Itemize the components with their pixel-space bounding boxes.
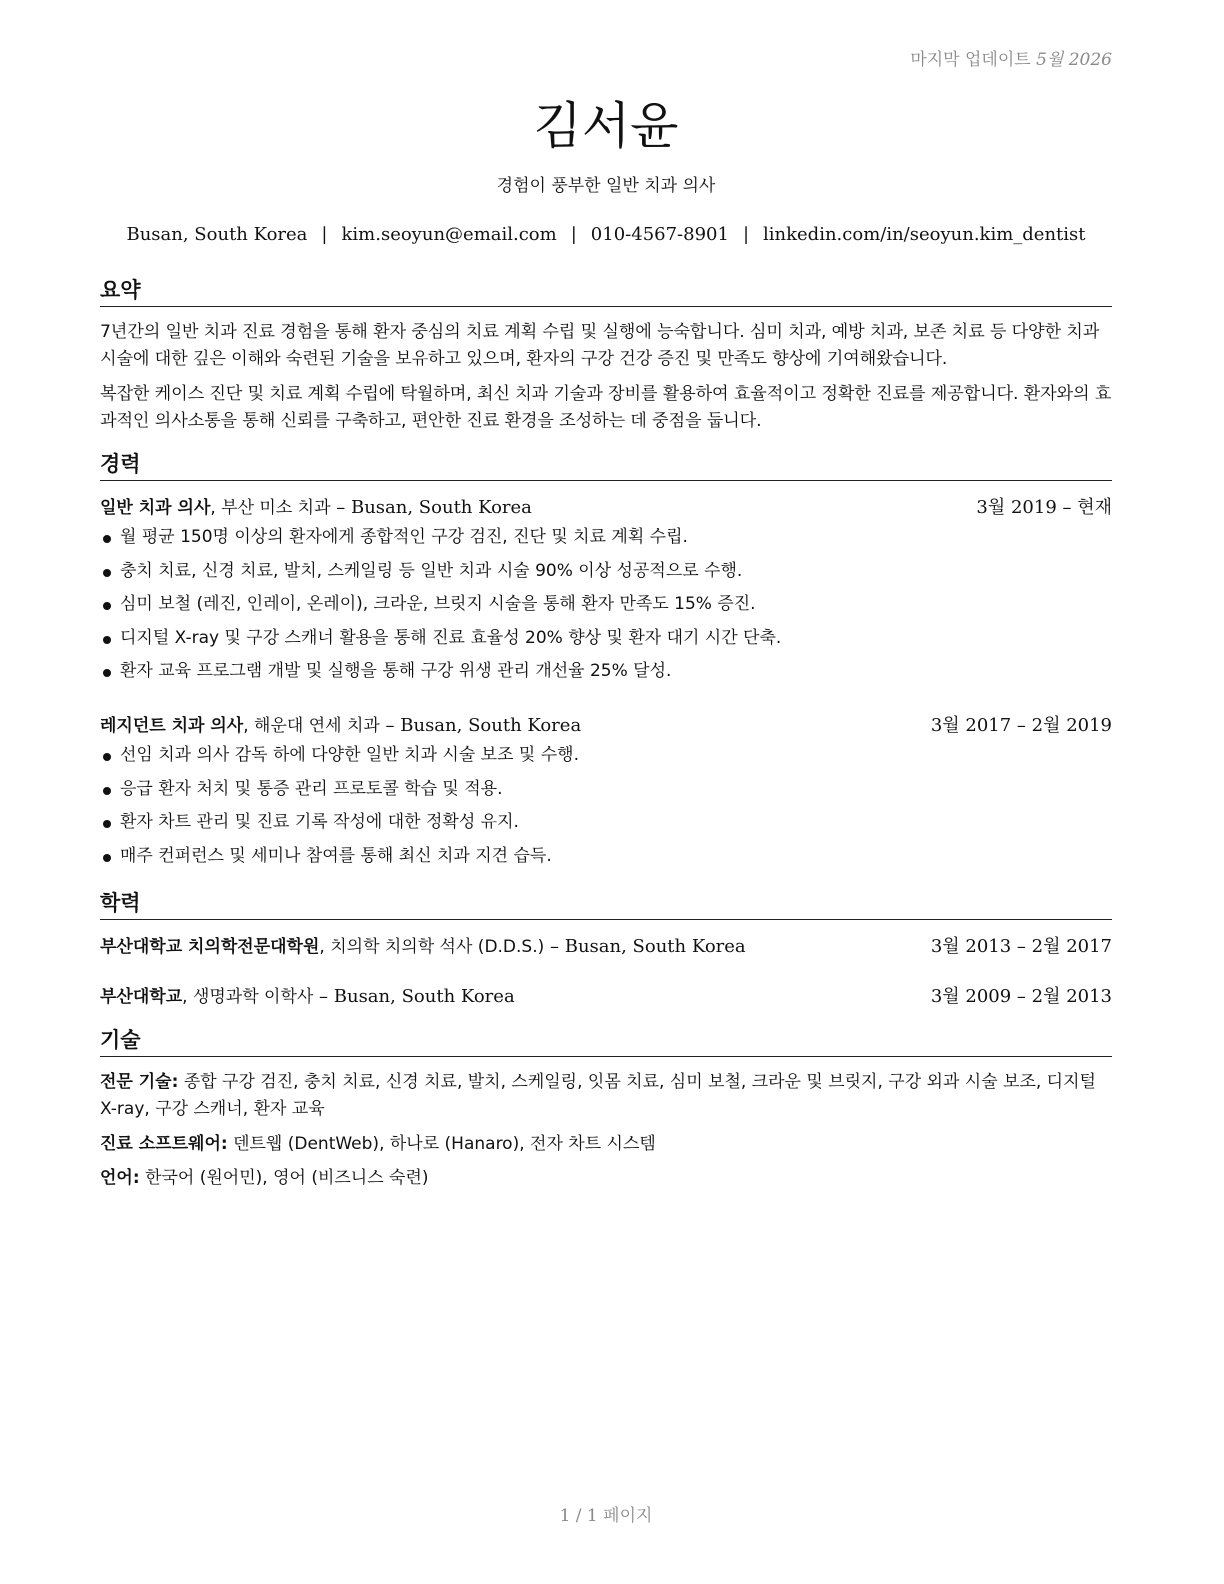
- contact-separator: |: [742, 224, 750, 245]
- list-item: 환자 차트 관리 및 진료 기록 작성에 대한 정확성 유지.: [100, 806, 1112, 840]
- summary-paragraph-1: 7년간의 일반 치과 진료 경험을 통해 환자 중심의 치료 계획 수립 및 실행에 능숙합니다. 심미 치과, 예방 치과, 보존 치료 등 다양한 치과 시술에 대한 깊은 이해와 숙련된 기술을 보유하고 있으며, 환자의 구강 건강 증진 및 만족도 향상에 기여해왔습니다.: [100, 322, 1100, 369]
- contact-email[interactable]: kim.seoyun@email.com: [341, 224, 557, 245]
- job-location: Busan, South Korea: [400, 715, 582, 736]
- contact-phone: 010-4567-8901: [590, 224, 729, 245]
- contact-separator: |: [321, 224, 328, 245]
- section-title-experience: 경력: [100, 451, 1112, 481]
- job-date: 3월 2017 – 2월 2019: [930, 715, 1112, 736]
- section-title-skills: 기술: [100, 1027, 1112, 1057]
- skill-row: [100, 1131, 1112, 1158]
- contact-linkedin[interactable]: linkedin.com/in/seoyun.kim_dentist: [763, 224, 1086, 245]
- education-location: Busan, South Korea: [333, 986, 515, 1007]
- job-org: 부산 미소 치과: [221, 498, 331, 518]
- job-role: 레지던트 치과 의사: [100, 716, 244, 736]
- last-updated-year: 2026: [1068, 50, 1112, 70]
- skill-row: [100, 1069, 1112, 1123]
- job-header: 일반 치과 의사, 부산 미소 치과 – Busan, South Korea 3월 2019 – 현재: [100, 495, 1112, 521]
- education-date: 3월 2009 – 2월 2013: [930, 986, 1112, 1007]
- job-date: 3월 2019 – 현재: [976, 497, 1112, 518]
- education-degree: 생명과학 이학사: [192, 987, 314, 1007]
- skill-value: 한국어 (원어민), 영어 (비즈니스 숙련): [145, 1168, 429, 1188]
- education-item: 부산대학교 치의학전문대학원, 치의학 치의학 석사 (D.D.S.) – Busan, South Korea 3월 2013 – 2월 2017: [100, 934, 1112, 960]
- skill-label: 전문 기술:: [100, 1072, 179, 1092]
- contact-line: [100, 224, 1112, 245]
- section-title-summary: 요약: [100, 277, 1112, 307]
- list-item: 충치 치료, 신경 치료, 발치, 스케일링 등 일반 치과 시술 90% 이상 성공적으로 수행.: [100, 555, 1112, 589]
- list-item: 심미 보철 (레진, 인레이, 온레이), 크라운, 브릿지 시술을 통해 환자 만족도 15% 증진.: [100, 588, 1112, 622]
- summary-paragraph-2: 복잡한 케이스 진단 및 치료 계획 수립에 탁월하며, 최신 치과 기술과 장비를 활용하여 효율적이고 정확한 진료를 제공합니다. 환자와의 효과적인 의사소통을 통해 신뢰를 구축하고, 편안한 진료 환경을 조성하는 데 중점을 둡니다.: [100, 384, 1112, 431]
- list-item: 월 평균 150명 이상의 환자에게 종합적인 구강 검진, 진단 및 치료 계획 수립.: [100, 521, 1112, 555]
- contact-location: Busan, South Korea: [126, 224, 308, 245]
- education-location: Busan, South Korea: [564, 936, 746, 957]
- skill-label: 언어:: [100, 1168, 140, 1188]
- education-degree: 치의학 치의학 석사 (D.D.S.): [330, 937, 545, 957]
- page-number: 1 / 1 페이지: [559, 1506, 653, 1526]
- education-date: 3월 2013 – 2월 2017: [930, 936, 1112, 957]
- last-updated: [910, 45, 1112, 70]
- skill-value: 덴트웹 (DentWeb), 하나로 (Hanaro), 전자 차트 시스템: [233, 1134, 656, 1154]
- education-school: 부산대학교: [100, 987, 183, 1007]
- education-school: 부산대학교 치의학전문대학원: [100, 937, 320, 957]
- skill-label: 진료 소프트웨어:: [100, 1134, 228, 1154]
- job-bullets: [100, 739, 1112, 873]
- last-updated-month: 5월: [1036, 50, 1064, 70]
- list-item: 선임 치과 의사 감독 하에 다양한 일반 치과 시술 보조 및 수행.: [100, 739, 1112, 773]
- list-item: 디지털 X-ray 및 구강 스캐너 활용을 통해 진료 효율성 20% 향상 및 환자 대기 시간 단축.: [100, 622, 1112, 656]
- last-updated-prefix: 마지막 업데이트: [910, 50, 1031, 70]
- candidate-title: 경험이 풍부한 일반 치과 의사: [496, 176, 716, 196]
- section-title-education: 학력: [100, 890, 1112, 920]
- list-item: 환자 교육 프로그램 개발 및 실행을 통해 구강 위생 관리 개선율 25% 달성.: [100, 655, 1112, 689]
- candidate-name: 김서윤: [533, 97, 679, 155]
- job-org: 해운대 연세 치과: [254, 716, 380, 736]
- list-item: 매주 컨퍼런스 및 세미나 참여를 통해 최신 치과 지견 습득.: [100, 840, 1112, 874]
- list-item: 응급 환자 처치 및 통증 관리 프로토콜 학습 및 적용.: [100, 773, 1112, 807]
- job-header: 레지던트 치과 의사, 해운대 연세 치과 – Busan, South Korea 3월 2017 – 2월 2019: [100, 713, 1112, 739]
- job-location: Busan, South Korea: [350, 497, 532, 518]
- job-bullets: [100, 521, 1112, 689]
- education-item: 부산대학교, 생명과학 이학사 – Busan, South Korea 3월 2009 – 2월 2013: [100, 984, 1112, 1010]
- resume-page: [100, 0, 1112, 1584]
- skill-value: 종합 구강 검진, 충치 치료, 신경 치료, 발치, 스케일링, 잇몸 치료, 심미 보철, 크라운 및 브릿지, 구강 외과 시술 보조, 디지털 X-ray, 구강 스캐너, 환자 교육: [100, 1072, 1096, 1119]
- skill-row: [100, 1165, 1112, 1192]
- job-role: 일반 치과 의사: [100, 498, 211, 518]
- contact-separator: |: [570, 224, 577, 245]
